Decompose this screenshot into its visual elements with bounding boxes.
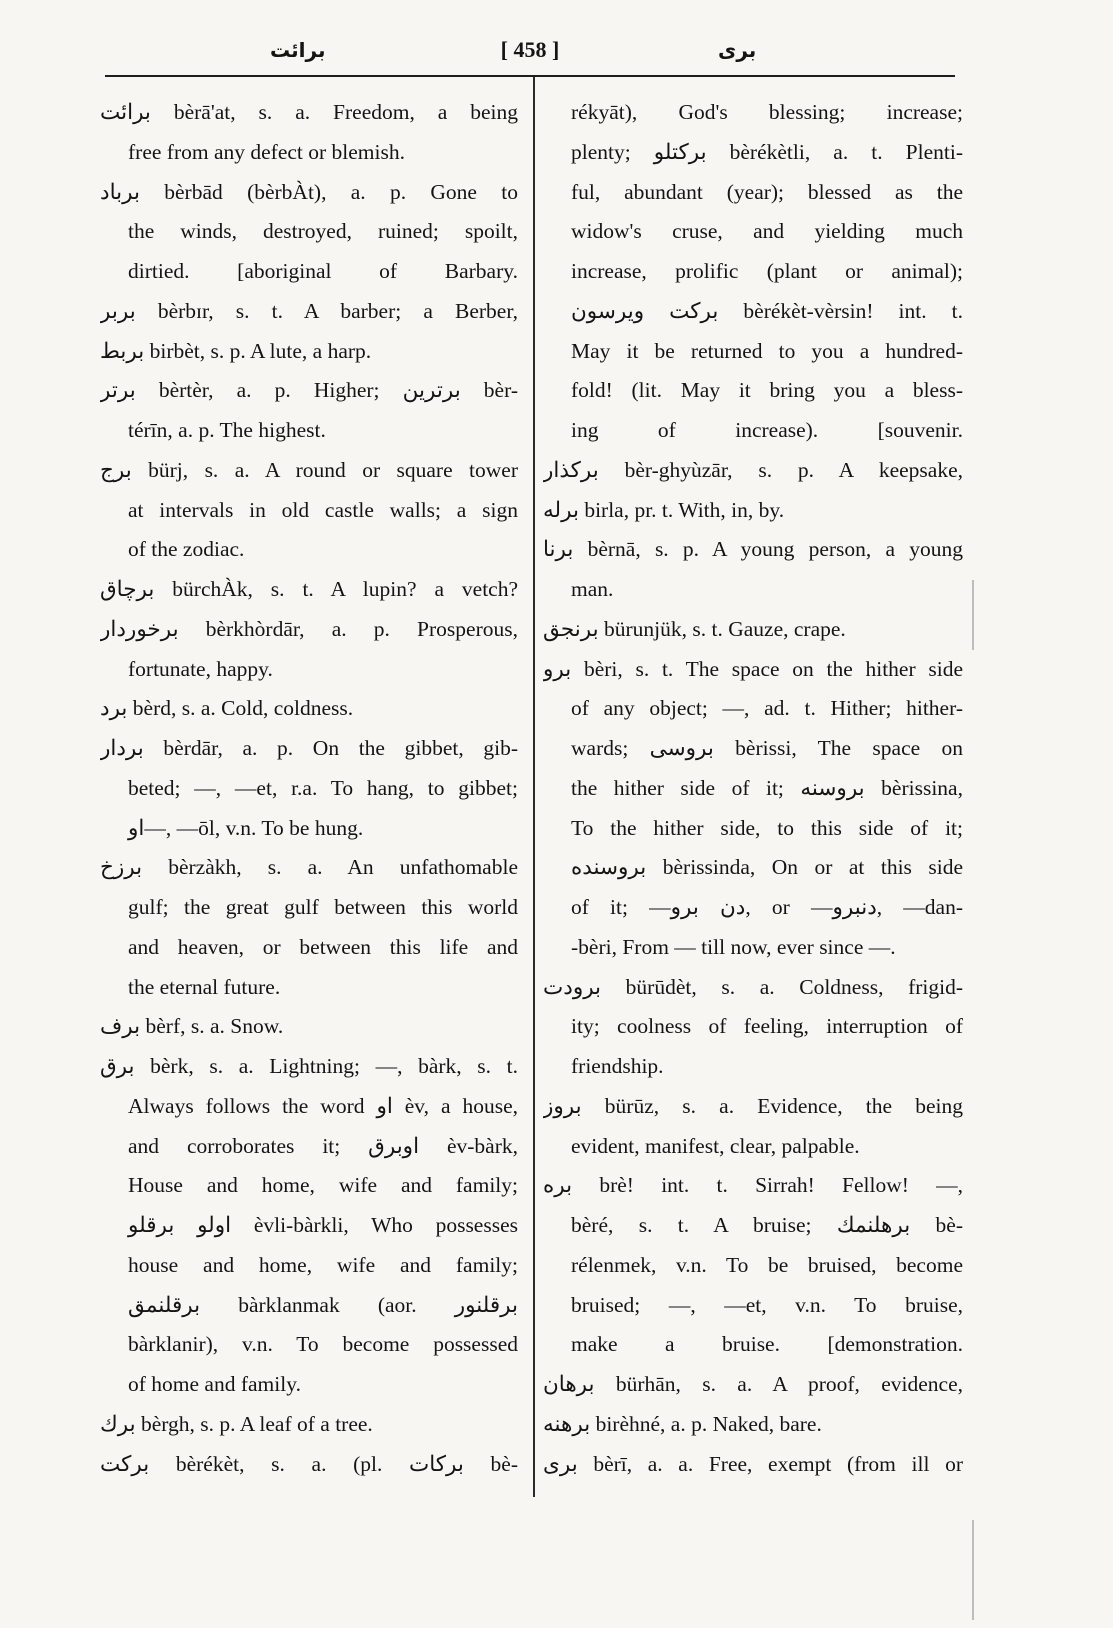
dictionary-line: برله birla, pr. t. With, in, by. xyxy=(543,497,785,522)
dictionary-line: بروز bürūz, s. a. Evidence, the being xyxy=(543,1093,963,1118)
dictionary-line: and heaven, or between this life and xyxy=(128,934,518,959)
dictionary-line: at intervals in old castle walls; a sign xyxy=(128,497,518,522)
dictionary-line: plenty; بركتلو bèrékètli, a. t. Plenti- xyxy=(571,139,963,164)
dictionary-line: برودت bürūdèt, s. a. Coldness, frigid- xyxy=(543,974,963,999)
dictionary-line: برج bürj, s. a. A round or square tower xyxy=(100,457,518,482)
dictionary-line: اولو برقلو èvli-bàrkli, Who possesses xyxy=(128,1213,518,1237)
header-rule xyxy=(105,75,955,77)
dictionary-line: fold! (lit. May it bring you a bless- xyxy=(571,378,963,403)
dictionary-line: house and home, wife and family; xyxy=(128,1252,518,1277)
dictionary-line: friendship. xyxy=(571,1054,664,1078)
dictionary-line: bàrklanir), v.n. To become possessed xyxy=(128,1332,518,1357)
dictionary-line: fortunate, happy. xyxy=(128,656,273,681)
dictionary-line: of it; —دن برو, or —دنبرو, —dan- xyxy=(571,895,963,919)
dictionary-line: بربر bèrbɪr, s. t. A barber; a Berber, xyxy=(100,298,518,323)
dictionary-line: بركت bèrékèt, s. a. (pl. بركات bè- xyxy=(100,1451,518,1476)
dictionary-line: برقلنمق bàrklanmak (aor. برقلنور xyxy=(128,1292,518,1317)
dictionary-line: wards; بروسی bèrissi, The space on xyxy=(571,736,963,760)
dictionary-line: بره brè! int. t. Sirrah! Fellow! —, xyxy=(543,1173,963,1198)
dictionary-line: and corroborates it; اوبرق èv-bàrk, xyxy=(128,1133,518,1158)
dictionary-line: rélenmek, v.n. To be bruised, become xyxy=(571,1252,963,1277)
dictionary-line: gulf; the great gulf between this world xyxy=(128,895,518,919)
dictionary-line: térīn, a. p. The highest. xyxy=(128,418,326,442)
dictionary-line: May it be returned to you a hundred- xyxy=(571,338,963,363)
left-column xyxy=(100,93,518,1484)
dictionary-line: make a bruise. [demonstration. xyxy=(571,1332,963,1357)
running-head-left: برائت xyxy=(270,38,326,62)
dictionary-line: the hither side of it; بروسنه bèrissina, xyxy=(571,775,963,800)
dictionary-line: بروسنده bèrissinda, On or at this side xyxy=(571,855,963,880)
dictionary-line: بردار bèrdār, a. p. On the gibbet, gib- xyxy=(100,736,518,760)
dictionary-line: of home and family. xyxy=(128,1372,301,1396)
dictionary-line: bruised; ‏—, —et, v.n. To bruise, xyxy=(571,1292,963,1317)
column-divider xyxy=(533,77,535,1497)
dictionary-line: evident, manifest, clear, palpable. xyxy=(571,1133,860,1158)
dictionary-line: برباد bèrbād (bèrbÀt), a. p. Gone to xyxy=(100,179,518,204)
page-number: [ 458 ] xyxy=(500,37,560,62)
right-column xyxy=(543,93,963,1484)
dictionary-line: rékyāt), God's blessing; increase; xyxy=(571,100,963,124)
dictionary-line: برك bèrgh, s. p. A leaf of a tree. xyxy=(100,1411,373,1436)
dictionary-line: the winds, destroyed, ruined; spoilt, xyxy=(128,219,518,244)
dictionary-line: House and home, wife and family; xyxy=(128,1173,518,1198)
dictionary-line: of the zodiac. xyxy=(128,537,245,562)
dictionary-line: beted; ‏—, —et, r.a. To hang, to gibbet; xyxy=(128,775,518,800)
dictionary-line: برخوردار bèrkhòrdār, a. p. Prosperous, xyxy=(100,616,518,641)
dictionary-line: ing of increase). [souvenir. xyxy=(571,418,963,442)
dictionary-line: برنا bèrnā, s. p. A young person, a young xyxy=(543,537,963,562)
dictionary-line: بركذار bèr-ghyùzār, s. p. A keepsake, xyxy=(543,457,963,482)
dictionary-line: برنجق bürunjük, s. t. Gauze, crape. xyxy=(543,616,846,641)
dictionary-line: bèré, s. t. A bruise; برهلنمك bè- xyxy=(571,1213,963,1237)
dictionary-line: ful, abundant (year); blessed as the xyxy=(571,179,963,204)
dictionary-line: dirtied. [aboriginal of Barbary. xyxy=(128,259,518,283)
running-head-right: بری xyxy=(718,38,757,62)
dictionary-line: برچاق bürchÀk, s. t. A lupin? a vetch? xyxy=(100,577,518,601)
dictionary-line: بربط birbèt, s. p. A lute, a harp. xyxy=(100,338,372,363)
dictionary-line: of any object; —, ad. t. Hither; hither- xyxy=(571,696,963,721)
dictionary-line: برف bèrf, s. a. Snow. xyxy=(100,1014,284,1039)
dictionary-line: برق bèrk, s. a. Lightning; —, bàrk, s. t. xyxy=(100,1054,518,1078)
dictionary-line: برهان bürhān, s. a. A proof, evidence, xyxy=(543,1372,963,1396)
dictionary-line: free from any defect or blemish. xyxy=(128,139,405,164)
dictionary-line: ity; coolness of feeling, interruption of xyxy=(571,1014,963,1039)
dictionary-line: برهنه birèhné, a. p. Naked, bare. xyxy=(543,1411,822,1436)
dictionary-line: برو bèri, s. t. The space on the hither side xyxy=(543,656,963,681)
dictionary-line: increase, prolific (plant or animal); xyxy=(571,259,963,283)
dictionary-line: بركت ويرسون bèrékèt-vèrsin! int. t. xyxy=(571,298,963,323)
dictionary-line: برائت bèrā'at, s. a. Freedom, a being xyxy=(100,100,518,124)
dictionary-line: برد bèrd, s. a. Cold, coldness. xyxy=(100,696,354,721)
dictionary-line: To the hither side, to this side of it; xyxy=(571,815,963,840)
dictionary-line: برزخ bèrzàkh, s. a. An unfathomable xyxy=(100,855,518,880)
dictionary-line: man. xyxy=(571,577,614,601)
dictionary-line: the eternal future. xyxy=(128,974,281,999)
dictionary-line: بری bèrī, a. a. Free, exempt (from ill or xyxy=(543,1451,963,1476)
dictionary-line: برتر bèrtèr, a. p. Higher; برترین bèr- xyxy=(100,378,518,403)
scan-edge-mark xyxy=(972,1520,974,1620)
scan-edge-mark xyxy=(972,580,974,650)
dictionary-line: widow's cruse, and yielding much xyxy=(571,219,963,244)
dictionary-line: -bèri, From — till now, ever since —. xyxy=(571,934,896,959)
dictionary-line: ‏—او, —ōl, v.n. To be hung. xyxy=(128,815,364,840)
dictionary-line: Always follows the word او èv, a house, xyxy=(128,1093,518,1118)
